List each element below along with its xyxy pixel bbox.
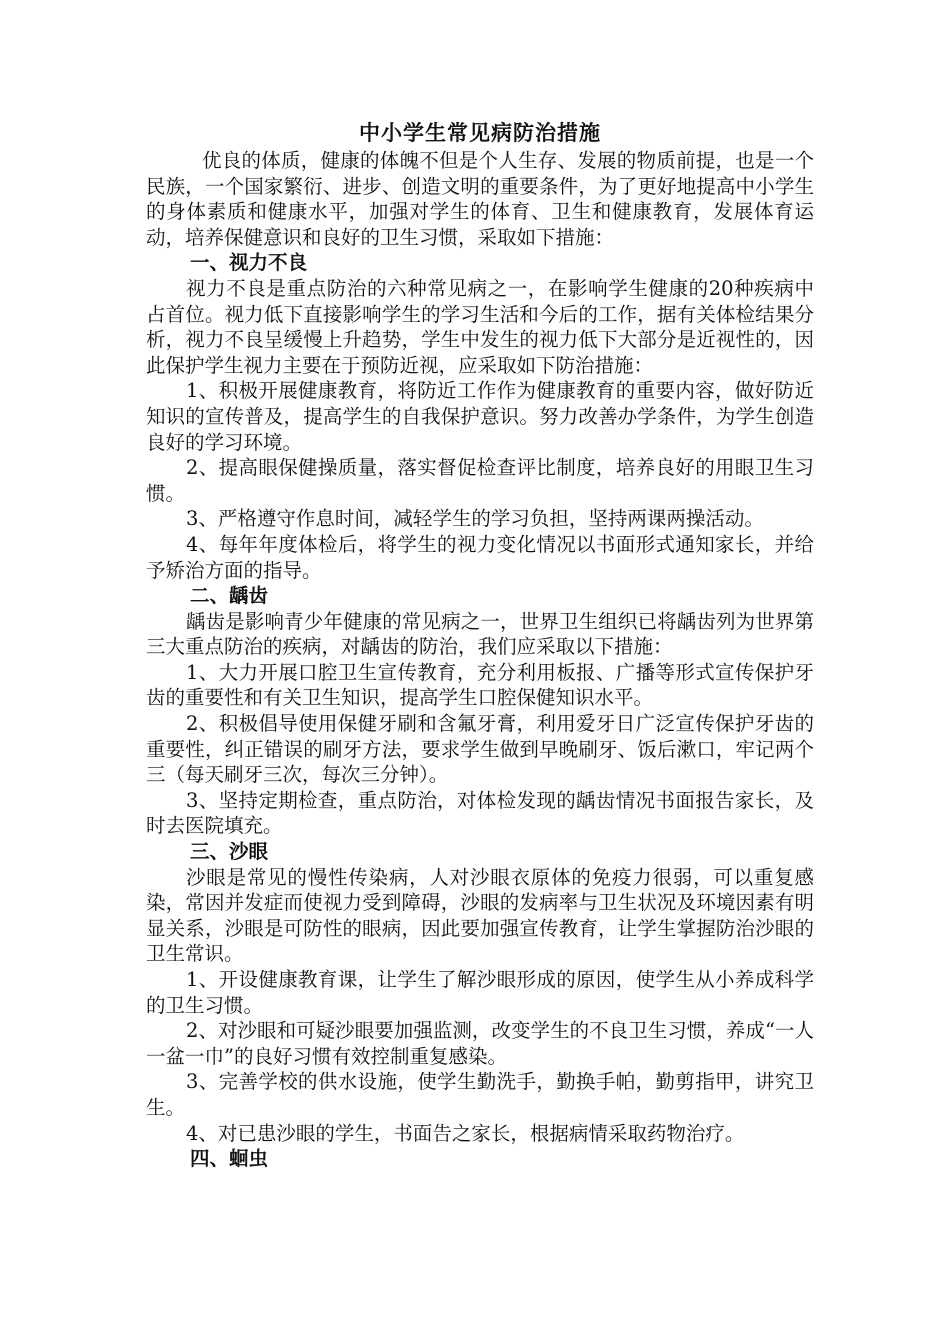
caries-paragraph: 龋齿是影响青少年健康的常见病之一，世界卫生组织已将龋齿列为世界第三大重点防治的疾病，对龋齿的防治，我们应采取以下措施：: [146, 609, 814, 659]
document-title: 中小学生常见病防治措施: [359, 120, 601, 145]
caries-measure-3: 3、坚持定期检查，重点防治，对体检发现的龋齿情况书面报告家长，及时去医院填充。: [146, 788, 814, 838]
section-heading-vision: 一、视力不良: [190, 251, 308, 275]
trachoma-measure-1: 1、开设健康教育课，让学生了解沙眼形成的原因，使学生从小养成科学的卫生习惯。: [146, 968, 814, 1017]
caries-measure-2: 2、积极倡导使用保健牙刷和含氟牙膏，利用爱牙日广泛宣传保护牙齿的重要性，纠正错误的刷牙方法，要求学生做到早晚刷牙、饭后漱口，牢记两个三（每天刷牙三次，每次三分钟）。: [146, 712, 814, 787]
section-heading-trachoma: 三、沙眼: [190, 840, 269, 864]
vision-measure-2: 2、提高眼保健操质量，落实督促检查评比制度，培养良好的用眼卫生习惯。: [146, 456, 814, 505]
vision-measure-1: 1、积极开展健康教育，将防近工作作为健康教育的重要内容，做好防近知识的宣传普及，提高学生的自我保护意识。努力改善办学条件，为学生创造良好的学习环境。: [146, 379, 814, 454]
section-heading-roundworm: 四、蛔虫: [190, 1147, 269, 1171]
trachoma-measure-2: 2、对沙眼和可疑沙眼要加强监测，改变学生的不良卫生习惯，养成“一人一盆一巾”的良好习惯有效控制重复感染。: [146, 1019, 814, 1068]
vision-paragraph: 视力不良是重点防治的六种常见病之一，在影响学生健康的20种疾病中占首位。视力低下直接影响学生的学习生活和今后的工作，据有关体检结果分析，视力不良呈缓慢上升趋势，学生中发生的视力低下大部分是近视性的，因此保护学生视力主要在于预防近视，应采取如下防治措施：: [146, 276, 814, 377]
trachoma-paragraph: 沙眼是常见的慢性传染病，人对沙眼衣原体的免疫力很弱，可以重复感染，常因并发症而使视力受到障碍，沙眼的发病率与卫生状况及环境因素有明显关系，沙眼是可防性的眼病，因此要加强宣传教育，让学生掌握防治沙眼的卫生常识。: [146, 865, 814, 966]
vision-measure-3: 3、严格遵守作息时间，减轻学生的学习负担，坚持两课两操活动。: [186, 507, 764, 531]
vision-measure-4: 4、每年年度体检后，将学生的视力变化情况以书面形式通知家长，并给予矫治方面的指导。: [146, 532, 814, 582]
caries-measure-1: 1、大力开展口腔卫生宣传教育，充分利用板报、广播等形式宣传保护牙齿的重要性和有关卫生知识，提高学生口腔保健知识水平。: [146, 660, 814, 710]
section-heading-caries: 二、龋齿: [190, 584, 269, 608]
document-page: [146, 120, 814, 1172]
trachoma-measure-3: 3、完善学校的供水设施，使学生勤洗手，勤换手帕，勤剪指甲，讲究卫生。: [146, 1070, 814, 1119]
trachoma-measure-4: 4、对已患沙眼的学生，书面告之家长，根据病情采取药物治疗。: [186, 1121, 745, 1145]
intro-paragraph: 优良的体质，健康的体魄不但是个人生存、发展的物质前提，也是一个民族，一个国家繁衍、进步、创造文明的重要条件，为了更好地提高中小学生的身体素质和健康水平，加强对学生的体育、卫生和健康教育，发展体育运动，培养保健意识和良好的卫生习惯，采取如下措施：: [146, 149, 814, 249]
